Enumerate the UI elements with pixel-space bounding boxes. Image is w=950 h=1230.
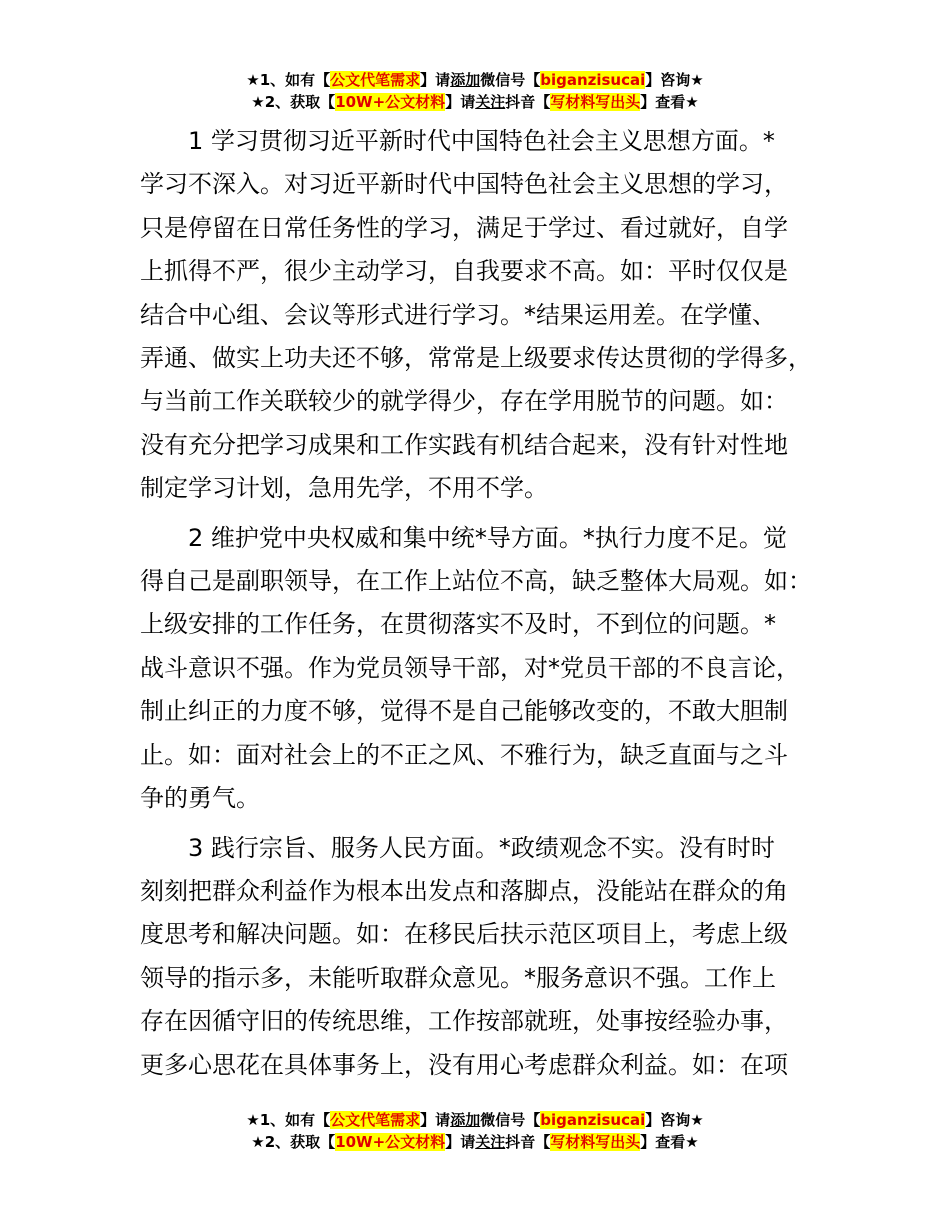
banner-text: 微信号【 <box>480 1111 541 1129</box>
banner-text: ★2、获取【 <box>251 93 336 111</box>
highlight-wechat-id: biganzisucai <box>540 71 646 89</box>
text-line: 结合中心组、会议等形式进行学习。*结果运用差。在学懂、 <box>140 300 776 329</box>
text-line: 与当前工作关联较少的就学得少，存在学用脱节的问题。如： <box>140 387 788 416</box>
banner-text: 】请 <box>445 1133 476 1151</box>
banner-underlined-text: 关注 <box>475 1133 506 1151</box>
banner-text: ★1、如有【 <box>246 71 331 89</box>
text-line: 弄通、做实上功夫还不够，常常是上级要求传达贯彻的学得多， <box>140 344 812 373</box>
banner-text: 】咨询★ <box>645 71 704 89</box>
footer-banner-line-2 <box>0 1131 950 1153</box>
text-line: 领导的指示多，未能听取群众意见。*服务意识不强。工作上 <box>140 963 776 992</box>
text-line: 制止纠正的力度不够，觉得不是自己能够改变的，不敢大胆制 <box>140 697 788 726</box>
banner-text: 抖音【 <box>505 1133 551 1151</box>
banner-underlined-text: 添加 <box>450 71 481 89</box>
text-line: 制定学习计划，急用先学，不用不学。 <box>140 474 548 503</box>
highlight-wechat-id: biganzisucai <box>540 1111 646 1129</box>
text-line: 2 维护党中央权威和集中统*导方面。*执行力度不足。觉 <box>188 523 787 552</box>
text-line: 刻刻把群众利益作为根本出发点和落脚点，没能站在群众的角 <box>140 876 788 905</box>
highlight-douyin-account: 写材料写出头 <box>550 93 641 111</box>
highlight-materials: 10W+公文材料 <box>335 93 446 111</box>
text-line: 更多心思花在具体事务上，没有用心考虑群众利益。如：在项 <box>140 1050 788 1079</box>
text-line: 3 践行宗旨、服务人民方面。*政绩观念不实。没有时时 <box>188 833 775 862</box>
banner-underlined-text: 关注 <box>475 93 506 111</box>
paragraph-3 <box>140 827 830 1087</box>
text-line: 上级安排的工作任务，在贯彻落实不及时，不到位的问题。* <box>140 610 776 639</box>
text-line: 度思考和解决问题。如：在移民后扶示范区项目上，考虑上级 <box>140 920 788 949</box>
banner-underlined-text: 添加 <box>450 1111 481 1129</box>
text-line: 学习不深入。对习近平新时代中国特色社会主义思想的学习， <box>140 170 788 199</box>
text-line: 没有充分把学习成果和工作实践有机结合起来，没有针对性地 <box>140 430 788 459</box>
text-line: 只是停留在日常任务性的学习，满足于学过、看过就好，自学 <box>140 213 788 242</box>
highlight-douyin-account: 写材料写出头 <box>550 1133 641 1151</box>
paragraph-1 <box>140 120 830 511</box>
banner-text: 】查看★ <box>640 93 699 111</box>
paragraph-2 <box>140 517 830 821</box>
highlight-ghostwriting: 公文代笔需求 <box>330 1111 421 1129</box>
header-banner-line-2 <box>0 91 950 113</box>
header-banner <box>0 69 950 113</box>
banner-text: 】请 <box>420 1111 451 1129</box>
footer-banner-line-1 <box>0 1109 950 1131</box>
banner-text: 抖音【 <box>505 93 551 111</box>
header-banner-line-1 <box>0 69 950 91</box>
text-line: 争的勇气。 <box>140 784 260 813</box>
text-line: 战斗意识不强。作为党员领导干部，对*党员干部的不良言论， <box>140 653 800 682</box>
text-line: 止。如：面对社会上的不正之风、不雅行为，缺乏直面与之斗 <box>140 740 788 769</box>
text-line: 得自己是副职领导，在工作上站位不高，缺乏整体大局观。如： <box>140 567 812 596</box>
text-line: 1 学习贯彻习近平新时代中国特色社会主义思想方面。* <box>188 127 775 155</box>
banner-text: 】咨询★ <box>645 1111 704 1129</box>
footer-banner <box>0 1109 950 1153</box>
banner-text: 微信号【 <box>480 71 541 89</box>
banner-text: 】请 <box>445 93 476 111</box>
banner-text: 】查看★ <box>640 1133 699 1151</box>
banner-text: 】请 <box>420 71 451 89</box>
banner-text: ★2、获取【 <box>251 1133 336 1151</box>
banner-text: ★1、如有【 <box>246 1111 331 1129</box>
text-line: 存在因循守旧的传统思维，工作按部就班，处事按经验办事， <box>140 1007 788 1036</box>
highlight-ghostwriting: 公文代笔需求 <box>330 71 421 89</box>
highlight-materials: 10W+公文材料 <box>335 1133 446 1151</box>
document-body <box>140 120 830 1093</box>
text-line: 上抓得不严，很少主动学习，自我要求不高。如：平时仅仅是 <box>140 257 788 286</box>
